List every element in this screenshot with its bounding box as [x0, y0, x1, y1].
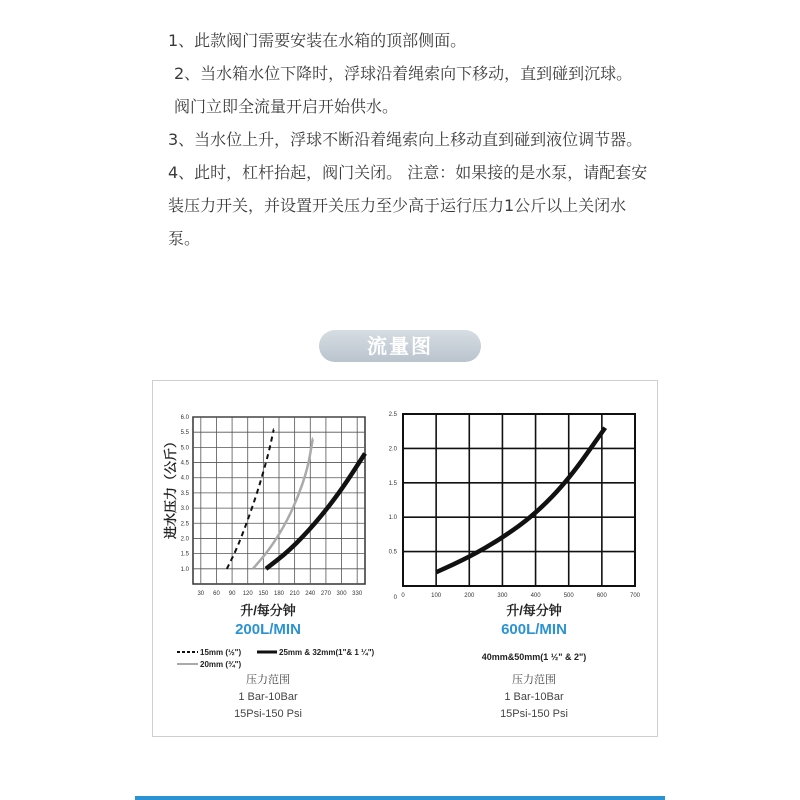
chart-200l	[163, 415, 375, 720]
chart2-ytick: 2.0	[388, 446, 397, 453]
chart1-ytick: 4.5	[180, 460, 189, 467]
chart1-ylabel: 进水压力（公斤）	[163, 434, 178, 540]
chart1-ytick: 6.0	[180, 415, 189, 421]
chart2-subtitle: 600L/MIN	[501, 621, 567, 638]
chart2-pressure-bar: 1 Bar-10Bar	[504, 691, 564, 703]
chart1-ytick: 5.5	[180, 430, 189, 437]
chart1-pressure-title: 压力范围	[246, 674, 290, 686]
chart2-ytick: 0.5	[388, 549, 397, 556]
chart1-ytick: 2.0	[180, 536, 189, 543]
chart2-xtick: 700	[629, 593, 641, 599]
chart1-series-line-0	[227, 429, 274, 569]
chart1-ytick: 3.0	[180, 506, 189, 513]
chart2-pressure-psi: 15Psi-150 Psi	[500, 708, 568, 720]
chart2-pressure-title: 压力范围	[512, 674, 556, 686]
chart1-xtick: 270	[320, 591, 331, 597]
legend-15mm: 15mm (½")	[200, 648, 242, 657]
chart1-series-line-2	[266, 453, 365, 568]
chart2-xtick: 600	[596, 593, 607, 599]
legend-20mm: 20mm (¾")	[200, 660, 242, 669]
chart1-xtick: 150	[258, 591, 269, 597]
chart2-xtick: 300	[497, 593, 508, 599]
chart1-xtick: 240	[305, 591, 316, 597]
chart1-xtick: 30	[197, 591, 205, 597]
chart1-legend	[177, 648, 375, 669]
chart1-ytick: 2.5	[180, 521, 189, 528]
chart2-ytick: 1.0	[388, 515, 397, 522]
chart2-xlabel: 升/每分钟	[506, 603, 562, 618]
chart2-xtick: 100	[431, 593, 442, 599]
bottom-accent-bar	[135, 796, 665, 800]
chart1-xtick: 180	[273, 591, 285, 597]
chart1-xtick: 210	[289, 591, 300, 597]
chart1-xtick: 300	[336, 591, 347, 597]
chart2-ytick: 1.5	[388, 480, 397, 487]
chart1-xlabel: 升/每分钟	[240, 603, 296, 618]
chart2-xtick: 200	[464, 593, 475, 599]
chart2-xtick: 0	[401, 593, 405, 599]
chart2-frame	[403, 414, 635, 586]
flow-charts-svg	[153, 381, 657, 736]
chart1-pressure-psi: 15Psi-150 Psi	[234, 708, 302, 720]
chart1-xtick: 60	[213, 591, 220, 597]
flow-chart-panel	[152, 380, 658, 737]
step-2: 2、当水箱水位下降时，浮球沿着绳索向下移动，直到碰到沉球。阀门立即全流量开启开始供水。	[174, 64, 633, 116]
legend-25mm-32mm: 25mm & 32mm(1"& 1 ¼")	[279, 648, 375, 657]
chart1-series-line-1	[253, 438, 313, 569]
chart1-xtick: 120	[242, 591, 253, 597]
chart2-ytick: 0	[393, 595, 397, 601]
chart1-ytick: 4.0	[180, 475, 189, 482]
step-3: 3、当水位上升，浮球不断沿着绳索向上移动直到碰到液位调节器。	[168, 130, 643, 149]
chart1-pressure-bar: 1 Bar-10Bar	[238, 691, 298, 703]
section-title-badge: 流量图	[319, 330, 481, 362]
chart1-subtitle: 200L/MIN	[235, 621, 301, 638]
step-4: 4、此时，杠杆抬起，阀门关闭。 注意：如果接的是水泵，请配套安装压力开关，并设置开关压力至少高于运行压力1公斤以上关闭水泵。	[168, 163, 648, 248]
chart1-xtick: 330	[352, 591, 363, 597]
chart2-xtick: 400	[530, 593, 541, 599]
chart2-ytick: 2.5	[388, 412, 397, 418]
legend-40mm-50mm: 40mm&50mm(1 ½" & 2")	[481, 652, 587, 662]
instructions	[168, 24, 648, 255]
chart1-ytick: 3.5	[180, 490, 189, 497]
chart1-xtick: 90	[228, 591, 236, 597]
chart1-ytick: 1.0	[180, 566, 189, 573]
chart1-ytick: 1.5	[180, 551, 189, 558]
chart2-xtick: 500	[563, 593, 574, 599]
chart2-series-line-0	[436, 428, 605, 572]
chart-600l	[389, 412, 641, 720]
chart1-ytick: 5.0	[180, 445, 189, 452]
step-1: 1、此款阀门需要安装在水箱的顶部侧面。	[168, 31, 467, 50]
